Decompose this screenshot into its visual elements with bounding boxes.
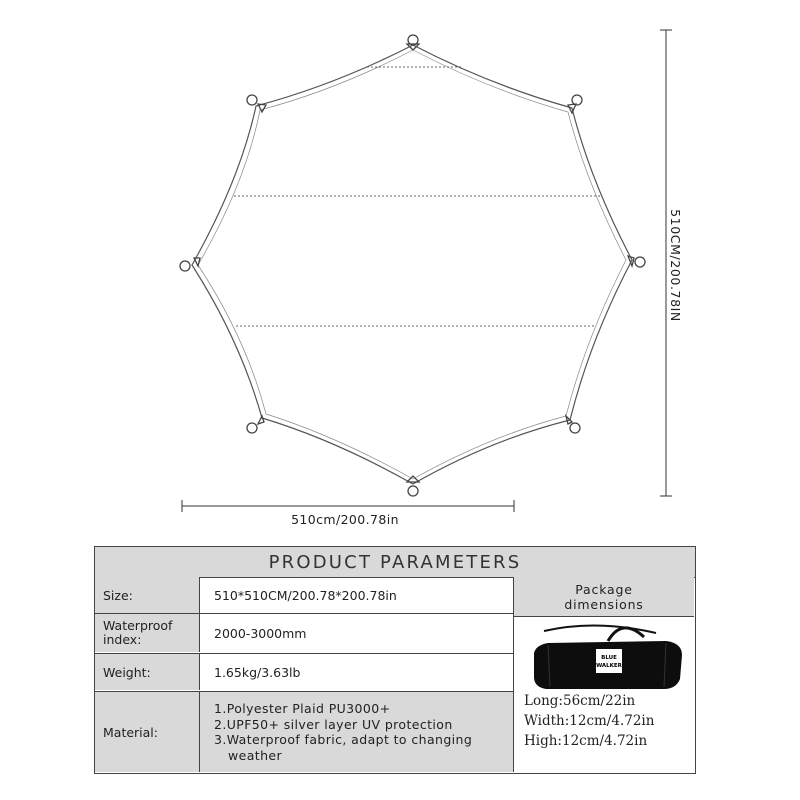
material-line-1: 1.Polyester Plaid PU3000+ [214, 701, 391, 716]
size-value: 510*510CM/200.78*200.78in [199, 577, 513, 613]
product-parameters-table [94, 546, 696, 774]
package-dimension-values [524, 691, 654, 751]
size-label: Size: [95, 577, 199, 613]
carry-bag-image [526, 623, 686, 691]
waterproof-value: 2000-3000mm [199, 614, 513, 652]
svg-text:BLUE: BLUE [601, 655, 617, 661]
width-dimension-label: 510cm/200.78in [291, 512, 399, 527]
package-width: Width:12cm/4.72in [524, 713, 655, 729]
material-value [199, 692, 513, 772]
package-heading: Package dimensions [514, 577, 694, 617]
bag-logo-patch [596, 649, 622, 673]
material-line-2: 2.UPF50+ silver layer UV protection [214, 716, 453, 732]
weight-value: 1.65kg/3.63lb [199, 654, 513, 690]
corner-loop-left [180, 258, 200, 271]
material-line-4: weather [228, 747, 283, 763]
package-dimensions-panel [513, 577, 694, 772]
package-high: High:12cm/4.72in [524, 733, 648, 749]
svg-text:WALKER: WALKER [596, 663, 622, 669]
corner-loop-bottom-right [566, 416, 580, 433]
height-dimension-label: 510CM/200.78IN [667, 208, 683, 322]
weight-label: Weight: [95, 654, 199, 690]
material-label: Material: [95, 692, 199, 772]
corner-loop-bottom-left [247, 416, 264, 433]
waterproof-label: Waterproof index: [95, 614, 199, 652]
corner-loop-top-right [568, 95, 582, 113]
package-long: Long:56cm/22in [524, 693, 636, 709]
table-title: PRODUCT PARAMETERS [95, 547, 695, 578]
material-line-3: 3.Waterproof fabric, adapt to changing [214, 732, 473, 747]
